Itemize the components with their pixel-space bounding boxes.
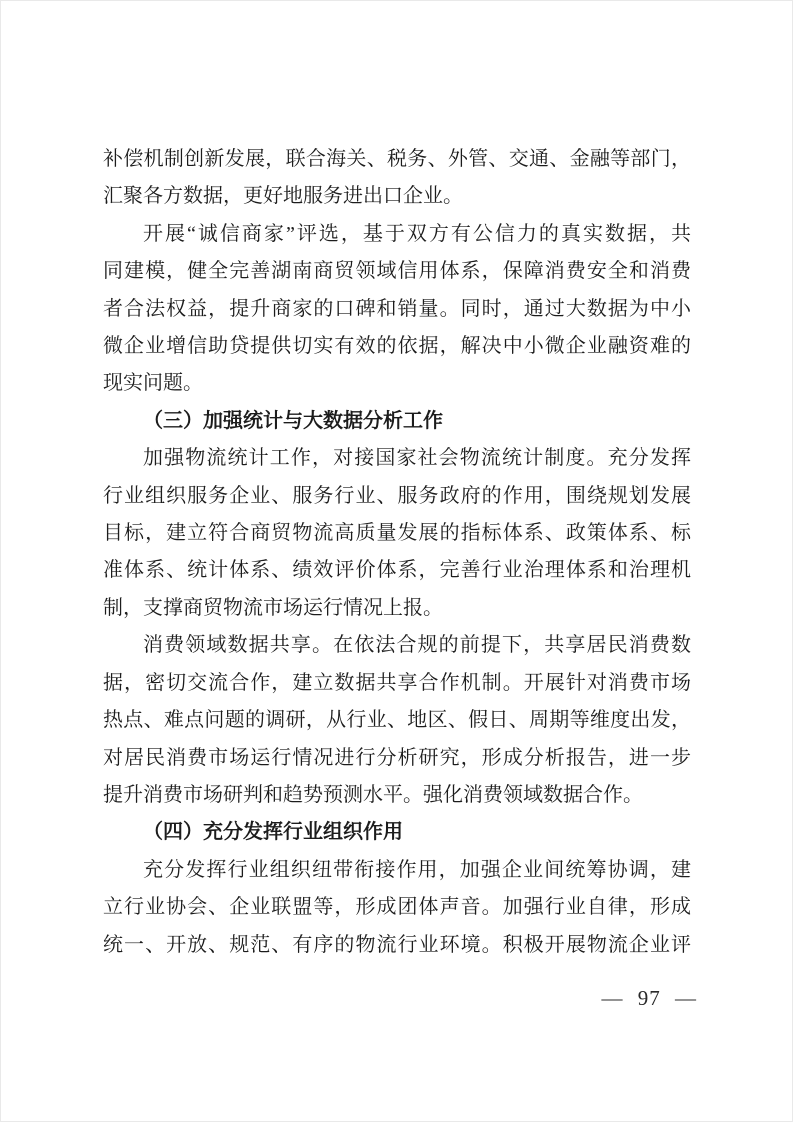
text-line: 据，密切交流合作，建立数据共享合作机制。开展针对消费市场	[103, 671, 691, 694]
text-line: 微企业增信助贷提供切实有效的依据，解决中小微企业融资难的	[103, 335, 691, 358]
paragraph	[103, 141, 691, 216]
text-line: 对居民消费市场运行情况进行分析研究，形成分析报告，进一步	[103, 746, 691, 769]
text-line: （三）加强统计与大数据分析工作	[143, 409, 443, 432]
text-line: 汇聚各方数据，更好地服务进出口企业。	[103, 185, 463, 208]
text-line: 加强物流统计工作，对接国家社会物流统计制度。充分发挥	[143, 447, 691, 470]
page-number: — 97 —	[601, 986, 697, 1010]
text-line: 消费领域数据共享。在依法合规的前提下，共享居民消费数	[143, 634, 691, 657]
text-line: 充分发挥行业组织纽带衔接作用，加强企业间统筹协调，建	[143, 858, 691, 881]
text-line: 开展“诚信商家”评选，基于双方有公信力的真实数据，共	[143, 222, 691, 245]
text-line: 统一、开放、规范、有序的物流行业环境。积极开展物流企业评	[103, 933, 691, 956]
paragraph	[103, 440, 691, 627]
text-line: 准体系、统计体系、绩效评价体系，完善行业治理体系和治理机	[103, 559, 691, 582]
paragraph	[103, 627, 691, 814]
text-line: 同建模，健全完善湖南商贸领域信用体系，保障消费安全和消费	[103, 260, 691, 283]
section-heading	[103, 403, 691, 440]
text-line: 立行业协会、企业联盟等，形成团体声音。加强行业自律，形成	[103, 896, 691, 919]
text-line: （四）充分发挥行业组织作用	[143, 821, 403, 844]
text-line: 补偿机制创新发展，联合海关、税务、外管、交通、金融等部门，	[103, 148, 691, 170]
text-line: 现实问题。	[103, 372, 203, 395]
text-line: 热点、难点问题的调研，从行业、地区、假日、周期等维度出发，	[103, 709, 691, 732]
text-line: 者合法权益，提升商家的口碑和销量。同时，通过大数据为中小	[103, 297, 691, 320]
paragraph	[103, 852, 691, 964]
paragraph	[103, 216, 691, 403]
document-body	[103, 141, 691, 964]
text-line: 目标，建立符合商贸物流高质量发展的指标体系、政策体系、标	[103, 522, 691, 545]
text-line: 行业组织服务企业、服务行业、服务政府的作用，围绕规划发展	[103, 484, 691, 507]
text-line: 制，支撑商贸物流市场运行情况上报。	[103, 596, 443, 619]
text-line: 提升消费市场研判和趋势预测水平。强化消费领域数据合作。	[103, 783, 643, 806]
section-heading	[103, 814, 691, 851]
